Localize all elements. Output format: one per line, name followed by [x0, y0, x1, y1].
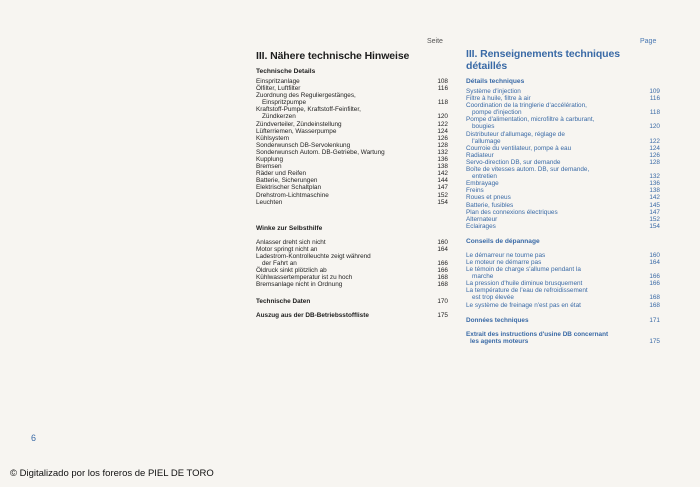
toc-entry-page: 152: [649, 215, 660, 223]
toc-entry-page: 144: [437, 177, 448, 185]
digitization-credit: © Digitalizado por los foreros de PIEL DE TORO: [10, 468, 214, 479]
toc-entry-excerpt-de: [256, 312, 448, 319]
toc-entry-page: 138: [649, 187, 660, 195]
toc-entry-page: 132: [437, 148, 448, 156]
toc-entry-page: 168: [649, 294, 660, 302]
toc-entry-text: Drehstrom-Lichtmaschine: [256, 191, 329, 199]
toc-entry: [466, 294, 660, 301]
toc-entry-text: Zündkerzen: [262, 113, 296, 121]
toc-entry: [256, 142, 448, 149]
toc-entry: [466, 131, 660, 138]
toc-entry-page: 160: [649, 251, 660, 259]
toc-entry: [256, 128, 448, 135]
toc-entry: [466, 173, 660, 180]
toc-entry: [466, 159, 660, 166]
toc-entry-page: 116: [437, 85, 448, 93]
toc-entry-page: 142: [649, 194, 660, 202]
toc-entry: [466, 302, 660, 309]
tech-details-list-fr: [466, 88, 660, 230]
toc-entry: [466, 280, 660, 287]
toc-entry: [466, 259, 660, 266]
toc-entry: [466, 273, 660, 280]
toc-entry-text: Batterie, Sicherungen: [256, 177, 318, 185]
toc-entry-text: Courroie du ventilateur, pompe à eau: [466, 144, 572, 152]
toc-entry-page: 136: [649, 180, 660, 188]
toc-entry: [466, 138, 660, 145]
page-number: 6: [31, 433, 37, 443]
toc-entry: [256, 106, 448, 113]
toc-entry: [466, 223, 660, 230]
toc-entry-text: Alternateur: [466, 215, 498, 223]
toc-entry-page: 168: [437, 274, 448, 282]
toc-entry-text: Kühlsystem: [256, 134, 290, 142]
toc-entry-text: les agents moteurs: [470, 337, 529, 345]
toc-column-german: [256, 36, 448, 320]
toc-entry-excerpt-fr-line1: [466, 331, 660, 338]
toc-column-french: [466, 36, 660, 345]
toc-entry: [466, 202, 660, 209]
toc-entry-text: Kühlwassertemperatur ist zu hoch: [256, 274, 353, 282]
toc-entry: [256, 149, 448, 156]
toc-entry: [466, 102, 660, 109]
toc-entry: [466, 209, 660, 216]
toc-entry-text: Anlasser dreht sich nicht: [256, 238, 326, 246]
toc-entry-text: La température de l'eau de refroidissement: [466, 287, 588, 295]
toc-entry-page: 118: [437, 99, 448, 107]
toc-entry-page: 126: [437, 134, 448, 142]
toc-entry-text: Distributeur d'allumage, réglage de: [466, 130, 565, 138]
toc-entry-page: 118: [649, 109, 660, 117]
section-title-fr: III. Renseignements techniques détaillés: [466, 48, 620, 72]
toc-entry-text: Freins: [466, 187, 484, 195]
toc-entry: [466, 145, 660, 152]
section-title-de: III. Nähere technische Hinweise: [256, 50, 410, 62]
toc-entry-page: 154: [649, 222, 660, 230]
toc-entry-page: 166: [437, 267, 448, 275]
subsection-tips-de: Winke zur Selbsthilfe: [256, 224, 323, 232]
toc-entry: [466, 166, 660, 173]
toc-entry-text: l'allumage: [472, 137, 501, 145]
toc-entry: [256, 170, 448, 177]
toc-entry: [466, 194, 660, 201]
toc-entry-text: Radiateur: [466, 151, 494, 159]
toc-entry: [466, 88, 660, 95]
toc-entry-text: Eclairages: [466, 222, 496, 230]
tips-list-fr: [466, 252, 660, 309]
toc-entry-page: 175: [649, 337, 660, 345]
toc-entry-text: Pompe d'alimentation, microfiltre à carburant,: [466, 116, 595, 124]
toc-entry-text: Auszug aus der DB-Betriebsstoffliste: [256, 312, 369, 320]
toc-entry: [256, 184, 448, 191]
toc-entry-text: Zündverteiler, Zündeinstellung: [256, 120, 342, 128]
toc-entry-page: 166: [437, 259, 448, 267]
toc-entry-tech-data-fr: [466, 317, 660, 324]
toc-entry-page: 128: [437, 141, 448, 149]
toc-entry-text: Le témoin de charge s'allume pendant la: [466, 266, 581, 274]
toc-entry-page: 142: [437, 170, 448, 178]
toc-entry-text: Motor springt nicht an: [256, 245, 318, 253]
toc-entry: [466, 95, 660, 102]
toc-entry-page: 170: [437, 298, 448, 306]
toc-entry-page: 122: [649, 137, 660, 145]
toc-entry: [256, 281, 448, 288]
toc-entry-text: La pression d'huile diminue brusquement: [466, 280, 583, 288]
toc-entry-page: 168: [649, 301, 660, 309]
toc-entry: [466, 123, 660, 130]
toc-entry-page: 160: [437, 238, 448, 246]
toc-entry-text: Räder und Reifen: [256, 170, 307, 178]
toc-entry-text: Coordination de la tringlerie d'accélération,: [466, 102, 587, 110]
toc-entry-text: Le système de freinage n'est pas en état: [466, 301, 581, 309]
toc-entry-text: est trop élevée: [472, 294, 514, 302]
toc-entry-text: Extrait des instructions d'usine DB concernant: [466, 330, 609, 338]
toc-entry: [256, 239, 448, 246]
toc-entry-text: Technische Daten: [256, 298, 311, 306]
toc-entry-page: 175: [437, 312, 448, 320]
toc-entry: [256, 85, 448, 92]
toc-entry-page: 164: [437, 245, 448, 253]
toc-entry-text: Leuchten: [256, 198, 283, 206]
toc-entry-page: 154: [437, 198, 448, 206]
toc-entry: [256, 92, 448, 99]
toc-entry-text: Batterie, fusibles: [466, 201, 514, 209]
subsection-tech-details-de: Technische Details: [256, 68, 316, 75]
toc-entry: [256, 267, 448, 274]
toc-entry-text: Sonderwunsch DB-Servolenkung: [256, 141, 351, 149]
toc-entry-page: 128: [649, 158, 660, 166]
toc-entry-text: bougies: [472, 123, 495, 131]
toc-entry-page: 109: [649, 88, 660, 95]
toc-entry: [256, 121, 448, 128]
toc-entry-page: 166: [649, 280, 660, 288]
toc-entry: [466, 180, 660, 187]
toc-entry-page: 120: [649, 123, 660, 131]
toc-entry: [256, 274, 448, 281]
toc-entry-page: 138: [437, 163, 448, 171]
toc-entry: [256, 135, 448, 142]
toc-entry: [256, 99, 448, 106]
toc-entry-page: 152: [437, 191, 448, 199]
toc-entry: [466, 287, 660, 294]
toc-entry-page: 166: [649, 273, 660, 281]
toc-entry: [256, 113, 448, 120]
toc-entry-page: 122: [437, 120, 448, 128]
toc-entry: [256, 260, 448, 267]
toc-entry: [256, 163, 448, 170]
toc-entry-text: der Fahrt an: [262, 259, 297, 267]
toc-entry-text: marche: [472, 273, 494, 281]
toc-entry-page: 132: [649, 173, 660, 181]
toc-entry: [466, 109, 660, 116]
toc-entry-page: 124: [437, 127, 448, 135]
toc-entry: [466, 116, 660, 123]
tech-details-list-de: [256, 78, 448, 206]
toc-entry: [256, 192, 448, 199]
toc-entry-text: Zuordnung des Reguliergestänges,: [256, 92, 356, 100]
page-column-label-de: Seite: [427, 38, 443, 45]
toc-entry: [256, 253, 448, 260]
toc-entry: [466, 216, 660, 223]
toc-entry-text: Einspritzanlage: [256, 78, 300, 85]
toc-entry: [466, 252, 660, 259]
toc-entry: [466, 187, 660, 194]
toc-entry-text: Boîte de vitesses autom. DB, sur demande,: [466, 166, 590, 174]
toc-entry-text: entretien: [472, 173, 497, 181]
toc-entry-text: Kraftstoff-Pumpe, Kraftstoff-Feinfilter,: [256, 106, 361, 114]
page-column-label-fr: Page: [640, 38, 657, 45]
toc-entry-text: Sonderwunsch Autom. DB-Getriebe, Wartung: [256, 148, 385, 156]
subsection-tips-fr: Conseils de dépannage: [466, 237, 540, 245]
toc-entry-text: Plan des connexions électriques: [466, 208, 558, 216]
subsection-tech-details-fr: Détails techniques: [466, 78, 525, 85]
toc-entry-page: 168: [437, 281, 448, 289]
toc-entry-text: Données techniques: [466, 316, 529, 324]
toc-entry-text: Ladestrom-Kontrolleuchte zeigt während: [256, 252, 371, 260]
toc-entry-page: 124: [649, 144, 660, 152]
toc-entry-text: Servo-direction DB, sur demande: [466, 158, 561, 166]
toc-entry-text: Le démarreur ne tourne pas: [466, 251, 546, 259]
toc-entry-text: Bremsen: [256, 163, 282, 171]
toc-entry-text: pompe d'injection: [472, 109, 522, 117]
toc-entry: [256, 156, 448, 163]
toc-entry-text: Roues et pneus: [466, 194, 511, 202]
toc-entry: [466, 152, 660, 159]
toc-entry-page: 147: [437, 184, 448, 192]
toc-entry-text: Système d'injection: [466, 88, 521, 95]
toc-entry: [256, 199, 448, 206]
toc-entry-page: 126: [649, 151, 660, 159]
toc-entry-page: 116: [649, 95, 660, 103]
toc-entry-text: Filtre à huile, filtre à air: [466, 95, 531, 103]
toc-entry-text: Ölfilter, Luftfilter: [256, 85, 301, 93]
toc-entry-text: Embrayage: [466, 180, 499, 188]
toc-entry-text: Lüfterriemen, Wasserpumpe: [256, 127, 337, 135]
toc-entry-text: Einspritzpumpe: [262, 99, 307, 107]
toc-entry-page: 171: [649, 316, 660, 324]
toc-entry-excerpt-fr-line2: [466, 338, 660, 345]
toc-entry-text: Bremsanlage nicht in Ordnung: [256, 281, 343, 289]
toc-entry-page: 164: [649, 258, 660, 266]
toc-entry-page: 108: [437, 78, 448, 85]
toc-entry-tech-data-de: [256, 298, 448, 305]
toc-entry: [256, 246, 448, 253]
toc-entry-page: 120: [437, 113, 448, 121]
toc-entry-text: Elektrischer Schaltplan: [256, 184, 322, 192]
toc-entry-page: 147: [649, 208, 660, 216]
toc-entry-page: 136: [437, 156, 448, 164]
toc-entry-page: 145: [649, 201, 660, 209]
toc-entry-text: Le moteur ne démarre pas: [466, 258, 542, 266]
toc-entry: [466, 266, 660, 273]
toc-entry-text: Öldruck sinkt plötzlich ab: [256, 267, 327, 275]
toc-entry: [256, 177, 448, 184]
tips-list-de: [256, 239, 448, 289]
toc-entry-text: Kupplung: [256, 156, 284, 164]
